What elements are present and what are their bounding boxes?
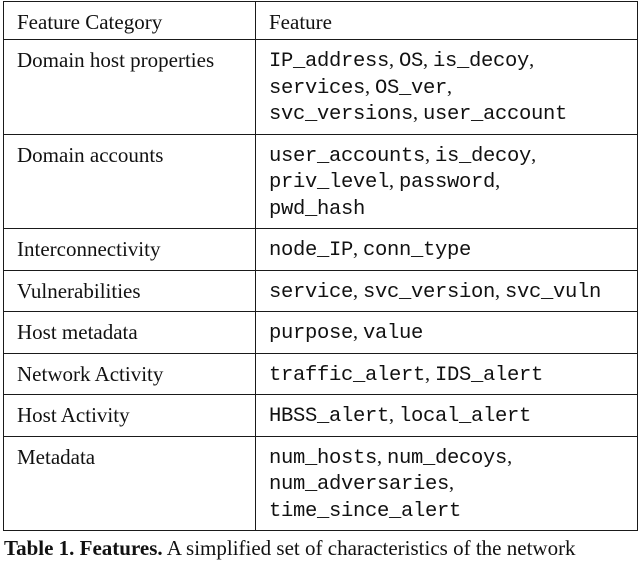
table-row: [4, 229, 638, 271]
feature-line: node_IP, conn_type: [269, 238, 472, 262]
feature-cell: [256, 229, 638, 271]
feature-category-cell: Metadata: [4, 436, 256, 531]
table-row: [4, 270, 638, 312]
feature-cell: [256, 270, 638, 312]
feature-line: IP_address, OS, is_decoy,: [269, 49, 535, 73]
feature-cell: [256, 395, 638, 437]
feature-category-cell: Vulnerabilities: [4, 270, 256, 312]
feature-category-cell: Host metadata: [4, 312, 256, 354]
feature-cell: [256, 40, 638, 135]
header-feature: Feature: [256, 2, 638, 40]
caption-label: Table 1. Features.: [4, 536, 163, 560]
feature-category-cell: Interconnectivity: [4, 229, 256, 271]
feature-category-cell: Network Activity: [4, 353, 256, 395]
feature-category-cell: Host Activity: [4, 395, 256, 437]
feature-line: services, OS_ver,: [269, 75, 453, 100]
table-row: [4, 353, 638, 395]
table-row: [4, 436, 638, 531]
feature-line: HBSS_alert, local_alert: [269, 404, 532, 428]
table-row: [4, 395, 638, 437]
feature-line: service, svc_version, svc_vuln: [269, 279, 602, 304]
caption-text: A simplified set of characteristics of the network: [162, 536, 576, 560]
table-row: [4, 312, 638, 354]
feature-cell: [256, 134, 638, 229]
feature-line: purpose, value: [269, 321, 424, 345]
table-row: [4, 134, 638, 229]
feature-line: user_accounts, is_decoy,: [269, 143, 537, 168]
feature-line: traffic_alert, IDS_alert: [269, 362, 544, 387]
header-row: [4, 2, 638, 40]
feature-cell: [256, 436, 638, 531]
feature-line: num_adversaries,: [269, 472, 455, 496]
features-table: [3, 1, 638, 531]
feature-category-cell: Domain accounts: [4, 134, 256, 229]
feature-line: pwd_hash: [269, 197, 366, 221]
feature-line: time_since_alert: [269, 499, 462, 523]
feature-cell: [256, 312, 638, 354]
table-caption: [4, 535, 636, 561]
header-feature-category: Feature Category: [4, 2, 256, 40]
feature-line: priv_level, password,: [269, 170, 501, 194]
table-row: [4, 40, 638, 135]
feature-line: num_hosts, num_decoys,: [269, 445, 513, 470]
feature-cell: [256, 353, 638, 395]
feature-line: svc_versions, user_account: [269, 102, 568, 126]
feature-category-cell: Domain host properties: [4, 40, 256, 135]
table-body: [4, 40, 638, 531]
